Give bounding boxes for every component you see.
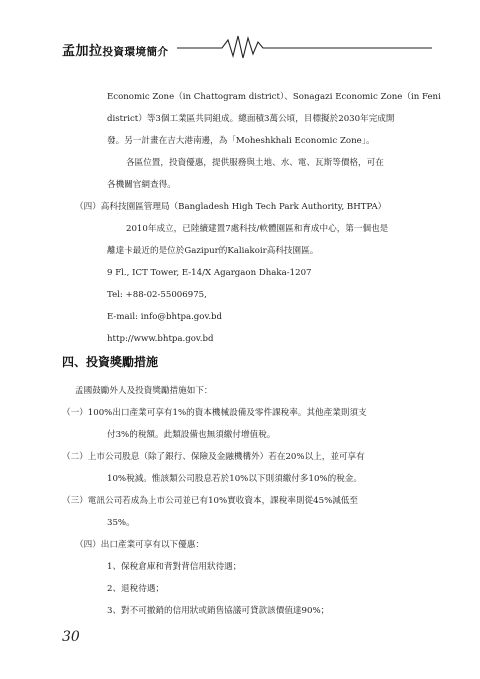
section-line: 孟國鼓勵外人及投資獎勵措施如下： (75, 386, 213, 396)
section-line: 35%。 (107, 518, 135, 528)
email-line: E-mail: info@bhtpa.gov.bd (107, 312, 223, 322)
section-list-item: 2、退稅待遇； (107, 584, 165, 594)
section-line: 10%稅減。惟該類公司股息若於10%以下則須繳付多10%的稅金。 (107, 474, 362, 484)
section-title: 四、投資獎勵措施 (62, 355, 159, 369)
section-line: （二）上市公司股息（除了銀行、保險及金融機構外）若在20%以上，並可享有 (62, 452, 365, 462)
section-list-item: 1、保稅倉庫和背對背信用狀待遇； (107, 562, 242, 572)
body-line: district）等3個工業區共同組成。總面積3萬公頃，目標擬於2030年完成開 (107, 114, 395, 124)
section-line: 付3%的稅額。此類設備也無須繳付增值稅。 (107, 430, 276, 440)
section-list-item: 3、對不可撤銷的信用狀或銷售協議可貸款該價值達90%； (107, 606, 330, 616)
header-title-sub: 投資環境簡介 (102, 46, 169, 58)
body-line: 發。另一計畫在吉大港南邊，為「Moheshkhali Economic Zone」。 (107, 136, 375, 146)
body-line: 各機關官網查得。 (107, 180, 176, 190)
body-line: Economic Zone（in Chattogram district）、Sonagazi Economic Zone（in Feni (107, 92, 441, 102)
header-title (62, 40, 169, 59)
body-line: 離達卡最近的是位於Gazipur的Kaliakoir高科技園區。 (107, 246, 319, 256)
page-header (62, 28, 432, 68)
section-line: （一）100%出口產業可享有1%的資本機械設備及零件課稅率。其他產業則須支 (62, 408, 367, 418)
header-title-main: 孟加拉 (62, 44, 103, 59)
address-line: 9 Fl., ICT Tower, E-14/X Agargaon Dhaka-1207 (107, 268, 312, 278)
body-line: 各區位置，投資優惠，提供服務與土地、水、電、瓦斯等價格，可在 (126, 158, 384, 168)
body-line: 2010年成立，已陸續建置7處科技/軟體園區和育成中心，第一個也是 (126, 224, 389, 234)
section-line: （四）出口產業可享有以下優惠： (75, 540, 204, 550)
body-line: （四）高科技園區管理局（Bangladesh High Tech Park Authority, BHTPA） (75, 202, 387, 212)
section-line: （三）電訊公司若成為上市公司並已有10%實收資本，課稅率則從45%減低至 (62, 496, 359, 506)
tel-line: Tel: +88-02-55006975, (107, 290, 207, 300)
website-line: http://www.bhtpa.gov.bd (107, 334, 214, 344)
page-number: 30 (62, 629, 80, 645)
